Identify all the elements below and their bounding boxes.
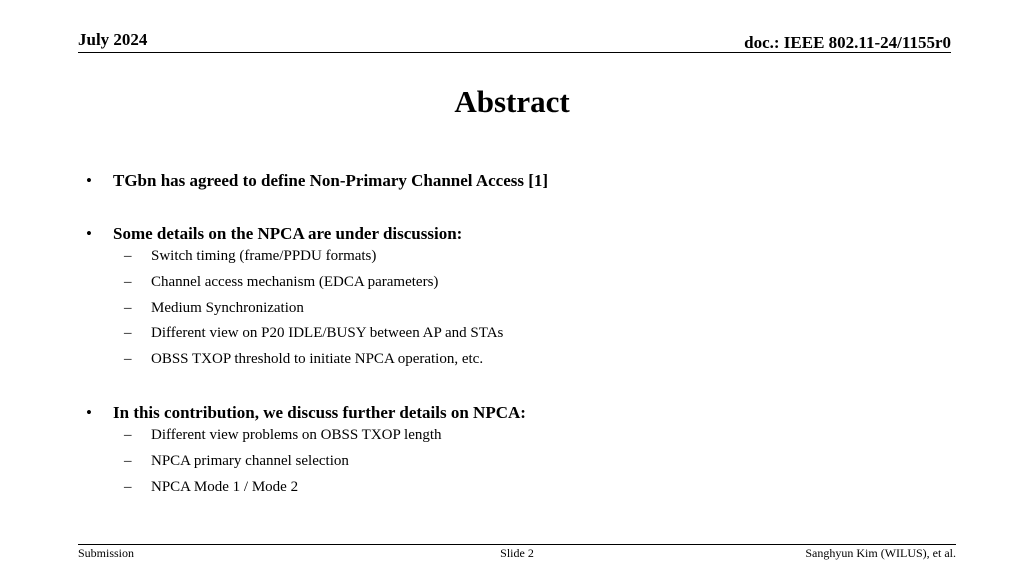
sub-bullet-text: Channel access mechanism (EDCA parameters): [151, 273, 439, 290]
bullet-marker: •: [86, 171, 92, 190]
header-divider: [78, 52, 951, 53]
bullet-item: [86, 403, 956, 427]
sub-bullet-text: NPCA Mode 1 / Mode 2: [151, 478, 299, 495]
sub-bullet-text: Different view on P20 IDLE/BUSY between AP and STAs: [151, 325, 504, 342]
sub-bullet-item: [86, 300, 956, 326]
sub-bullet-marker: –: [124, 351, 132, 368]
sub-bullet-marker: –: [124, 273, 132, 290]
bullet-text: TGbn has agreed to define Non-Primary Channel Access [1]: [113, 171, 549, 190]
sub-bullet-marker: –: [124, 452, 132, 469]
bullet-item: [86, 171, 956, 195]
sub-bullet-item: [86, 274, 956, 300]
sub-bullet-marker: –: [124, 325, 132, 342]
header-doc-id: doc.: IEEE 802.11-24/1155r0: [744, 33, 951, 52]
sub-bullet-item: [86, 248, 956, 274]
bullet-text: Some details on the NPCA are under discussion:: [113, 224, 463, 243]
sub-bullet-text: Medium Synchronization: [151, 299, 304, 316]
slide-content: [86, 171, 956, 504]
sub-bullet-text: OBSS TXOP threshold to initiate NPCA operation, etc.: [151, 351, 484, 368]
bullet-marker: •: [86, 402, 92, 422]
sub-bullet-marker: –: [124, 478, 132, 495]
footer-divider: [78, 544, 956, 545]
sub-bullet-marker: –: [124, 299, 132, 316]
sub-bullet-text: Different view problems on OBSS TXOP length: [151, 426, 442, 443]
sub-bullet-marker: –: [124, 426, 132, 443]
footer-author: Sanghyun Kim (WILUS), et al.: [805, 546, 956, 560]
sub-bullet-text: NPCA primary channel selection: [151, 452, 349, 469]
slide-title: Abstract: [454, 84, 570, 119]
sub-bullet-item: [86, 453, 956, 479]
header-date: July 2024: [78, 30, 148, 49]
bullet-item: [86, 224, 956, 248]
sub-bullet-item: [86, 427, 956, 453]
bullet-text: In this contribution, we discuss further details on NPCA:: [113, 402, 526, 422]
sub-bullet-item: [86, 479, 956, 505]
sub-bullet-marker: –: [124, 248, 132, 264]
sub-bullet-item: [86, 351, 956, 377]
sub-bullet-text: Switch timing (frame/PPDU formats): [151, 248, 377, 264]
sub-bullet-item: [86, 325, 956, 351]
footer-slide-number: Slide 2: [500, 546, 534, 560]
footer-submission: Submission: [78, 546, 135, 560]
bullet-marker: •: [86, 224, 92, 243]
